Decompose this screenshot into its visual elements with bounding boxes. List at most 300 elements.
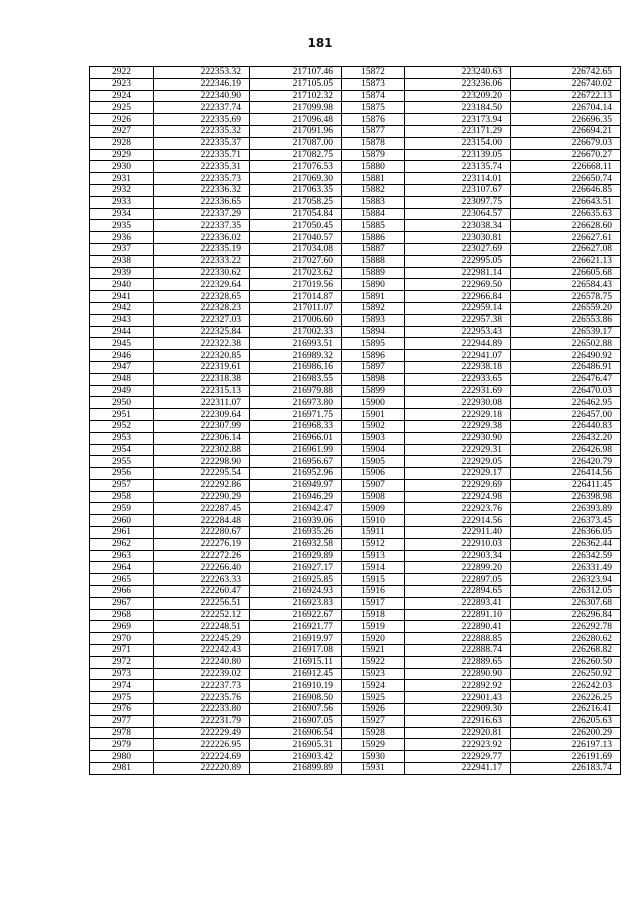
cell-x-coordinate-b: 222893.41 — [405, 597, 511, 609]
cell-x-coordinate-b: 223114.01 — [405, 173, 511, 185]
cell-x-coordinate-a: 222263.33 — [154, 574, 250, 586]
cell-x-coordinate-a: 222224.69 — [154, 751, 250, 763]
table-row — [90, 114, 621, 126]
cell-x-coordinate-a: 222325.84 — [154, 326, 250, 338]
cell-point-id-b: 15916 — [342, 586, 405, 598]
cell-y-coordinate-a: 216939.06 — [250, 515, 342, 527]
cell-x-coordinate-a: 222311.07 — [154, 397, 250, 409]
cell-point-id-b: 15875 — [342, 102, 405, 114]
table-row — [90, 739, 621, 751]
cell-point-id-a: 2941 — [90, 291, 154, 303]
table-row — [90, 715, 621, 727]
cell-point-id-a: 2953 — [90, 432, 154, 444]
cell-point-id-a: 2947 — [90, 361, 154, 373]
table-row — [90, 397, 621, 409]
cell-y-coordinate-a: 216946.29 — [250, 491, 342, 503]
cell-x-coordinate-b: 222910.03 — [405, 538, 511, 550]
cell-x-coordinate-a: 222233.80 — [154, 704, 250, 716]
cell-x-coordinate-a: 222292.86 — [154, 479, 250, 491]
cell-y-coordinate-a: 217050.45 — [250, 220, 342, 232]
cell-point-id-b: 15931 — [342, 763, 405, 775]
table-row — [90, 456, 621, 468]
table-row — [90, 409, 621, 421]
cell-x-coordinate-a: 222337.74 — [154, 102, 250, 114]
cell-point-id-b: 15930 — [342, 751, 405, 763]
cell-y-coordinate-a: 217099.98 — [250, 102, 342, 114]
cell-point-id-b: 15881 — [342, 173, 405, 185]
cell-x-coordinate-a: 222309.64 — [154, 409, 250, 421]
cell-point-id-a: 2956 — [90, 468, 154, 480]
cell-point-id-b: 15907 — [342, 479, 405, 491]
cell-x-coordinate-b: 222944.89 — [405, 338, 511, 350]
table-row — [90, 574, 621, 586]
cell-point-id-a: 2946 — [90, 350, 154, 362]
cell-x-coordinate-b: 222929.18 — [405, 409, 511, 421]
cell-x-coordinate-b: 222930.08 — [405, 397, 511, 409]
cell-x-coordinate-b: 223240.63 — [405, 67, 511, 79]
cell-point-id-a: 2923 — [90, 78, 154, 90]
cell-y-coordinate-b: 226216.41 — [511, 704, 621, 716]
cell-y-coordinate-a: 217023.62 — [250, 267, 342, 279]
cell-x-coordinate-b: 222923.76 — [405, 503, 511, 515]
cell-point-id-b: 15892 — [342, 302, 405, 314]
cell-y-coordinate-a: 217034.08 — [250, 243, 342, 255]
cell-point-id-b: 15884 — [342, 208, 405, 220]
cell-point-id-b: 15925 — [342, 692, 405, 704]
cell-x-coordinate-a: 222272.26 — [154, 550, 250, 562]
cell-y-coordinate-a: 217107.46 — [250, 67, 342, 79]
cell-y-coordinate-b: 226373.45 — [511, 515, 621, 527]
cell-point-id-a: 2959 — [90, 503, 154, 515]
cell-point-id-b: 15879 — [342, 149, 405, 161]
cell-point-id-b: 15913 — [342, 550, 405, 562]
cell-y-coordinate-b: 226650.74 — [511, 173, 621, 185]
cell-point-id-b: 15923 — [342, 668, 405, 680]
cell-point-id-a: 2931 — [90, 173, 154, 185]
cell-y-coordinate-a: 216907.05 — [250, 715, 342, 727]
table-row — [90, 255, 621, 267]
cell-point-id-b: 15917 — [342, 597, 405, 609]
cell-x-coordinate-b: 222911.40 — [405, 527, 511, 539]
cell-x-coordinate-b: 222899.20 — [405, 562, 511, 574]
cell-x-coordinate-b: 222929.05 — [405, 456, 511, 468]
cell-y-coordinate-b: 226635.63 — [511, 208, 621, 220]
cell-point-id-a: 2924 — [90, 90, 154, 102]
cell-y-coordinate-b: 226559.20 — [511, 302, 621, 314]
table-row — [90, 102, 621, 114]
cell-y-coordinate-a: 216908.50 — [250, 692, 342, 704]
cell-x-coordinate-b: 222929.77 — [405, 751, 511, 763]
cell-x-coordinate-b: 222890.90 — [405, 668, 511, 680]
cell-point-id-a: 2936 — [90, 232, 154, 244]
cell-x-coordinate-b: 222897.05 — [405, 574, 511, 586]
cell-point-id-b: 15914 — [342, 562, 405, 574]
page-number: 181 — [307, 36, 333, 50]
cell-y-coordinate-a: 216952.96 — [250, 468, 342, 480]
cell-y-coordinate-a: 217069.30 — [250, 173, 342, 185]
cell-point-id-a: 2943 — [90, 314, 154, 326]
cell-x-coordinate-b: 222953.43 — [405, 326, 511, 338]
cell-x-coordinate-a: 222328.23 — [154, 302, 250, 314]
cell-x-coordinate-a: 222329.64 — [154, 279, 250, 291]
cell-point-id-b: 15888 — [342, 255, 405, 267]
cell-point-id-b: 15897 — [342, 361, 405, 373]
cell-x-coordinate-a: 222220.89 — [154, 763, 250, 775]
cell-point-id-a: 2945 — [90, 338, 154, 350]
coordinates-table — [89, 66, 621, 775]
cell-y-coordinate-b: 226668.11 — [511, 161, 621, 173]
cell-y-coordinate-b: 226621.13 — [511, 255, 621, 267]
cell-y-coordinate-a: 216971.75 — [250, 409, 342, 421]
cell-y-coordinate-b: 226646.85 — [511, 184, 621, 196]
table-row — [90, 704, 621, 716]
cell-point-id-b: 15901 — [342, 409, 405, 421]
cell-y-coordinate-a: 216929.89 — [250, 550, 342, 562]
cell-point-id-a: 2969 — [90, 621, 154, 633]
cell-y-coordinate-a: 216907.56 — [250, 704, 342, 716]
cell-x-coordinate-b: 222969.50 — [405, 279, 511, 291]
cell-point-id-a: 2976 — [90, 704, 154, 716]
cell-point-id-a: 2942 — [90, 302, 154, 314]
cell-x-coordinate-a: 222290.29 — [154, 491, 250, 503]
cell-y-coordinate-b: 226440.83 — [511, 420, 621, 432]
cell-y-coordinate-a: 216912.45 — [250, 668, 342, 680]
table-row — [90, 656, 621, 668]
cell-x-coordinate-a: 222336.02 — [154, 232, 250, 244]
cell-y-coordinate-a: 217027.60 — [250, 255, 342, 267]
cell-point-id-a: 2955 — [90, 456, 154, 468]
cell-y-coordinate-b: 226191.69 — [511, 751, 621, 763]
table-row — [90, 479, 621, 491]
table-row — [90, 550, 621, 562]
cell-y-coordinate-b: 226205.63 — [511, 715, 621, 727]
cell-point-id-b: 15924 — [342, 680, 405, 692]
cell-y-coordinate-b: 226307.68 — [511, 597, 621, 609]
cell-y-coordinate-a: 216915.11 — [250, 656, 342, 668]
cell-y-coordinate-b: 226740.02 — [511, 78, 621, 90]
cell-x-coordinate-a: 222335.32 — [154, 125, 250, 137]
table-row — [90, 302, 621, 314]
cell-x-coordinate-b: 222920.81 — [405, 727, 511, 739]
cell-y-coordinate-b: 226414.56 — [511, 468, 621, 480]
cell-x-coordinate-a: 222318.38 — [154, 373, 250, 385]
cell-point-id-b: 15929 — [342, 739, 405, 751]
cell-x-coordinate-b: 222931.69 — [405, 385, 511, 397]
cell-point-id-a: 2952 — [90, 420, 154, 432]
cell-point-id-b: 15900 — [342, 397, 405, 409]
table-row — [90, 515, 621, 527]
table-row — [90, 680, 621, 692]
cell-point-id-a: 2977 — [90, 715, 154, 727]
cell-x-coordinate-b: 223107.67 — [405, 184, 511, 196]
cell-point-id-a: 2966 — [90, 586, 154, 598]
cell-point-id-a: 2974 — [90, 680, 154, 692]
table-row — [90, 468, 621, 480]
cell-point-id-a: 2928 — [90, 137, 154, 149]
cell-y-coordinate-b: 226296.84 — [511, 609, 621, 621]
cell-point-id-b: 15919 — [342, 621, 405, 633]
cell-point-id-a: 2951 — [90, 409, 154, 421]
cell-y-coordinate-a: 217087.00 — [250, 137, 342, 149]
cell-point-id-a: 2937 — [90, 243, 154, 255]
cell-x-coordinate-a: 222235.76 — [154, 692, 250, 704]
cell-x-coordinate-a: 222328.65 — [154, 291, 250, 303]
cell-point-id-b: 15904 — [342, 444, 405, 456]
cell-x-coordinate-b: 222924.98 — [405, 491, 511, 503]
cell-x-coordinate-b: 222995.05 — [405, 255, 511, 267]
cell-y-coordinate-b: 226268.82 — [511, 645, 621, 657]
cell-point-id-a: 2949 — [90, 385, 154, 397]
cell-point-id-b: 15927 — [342, 715, 405, 727]
cell-x-coordinate-a: 222287.45 — [154, 503, 250, 515]
cell-point-id-b: 15889 — [342, 267, 405, 279]
cell-point-id-a: 2961 — [90, 527, 154, 539]
cell-point-id-a: 2929 — [90, 149, 154, 161]
cell-x-coordinate-b: 222891.10 — [405, 609, 511, 621]
cell-x-coordinate-a: 222284.48 — [154, 515, 250, 527]
cell-x-coordinate-a: 222298.90 — [154, 456, 250, 468]
cell-x-coordinate-b: 222959.14 — [405, 302, 511, 314]
cell-y-coordinate-a: 216956.67 — [250, 456, 342, 468]
table-row — [90, 220, 621, 232]
table-body — [90, 67, 621, 775]
cell-y-coordinate-b: 226679.03 — [511, 137, 621, 149]
table-row — [90, 78, 621, 90]
cell-point-id-b: 15915 — [342, 574, 405, 586]
cell-y-coordinate-b: 226292.78 — [511, 621, 621, 633]
cell-point-id-b: 15926 — [342, 704, 405, 716]
cell-point-id-b: 15928 — [342, 727, 405, 739]
cell-x-coordinate-b: 222981.14 — [405, 267, 511, 279]
cell-x-coordinate-b: 222941.07 — [405, 350, 511, 362]
table-row — [90, 727, 621, 739]
cell-y-coordinate-a: 217082.75 — [250, 149, 342, 161]
cell-point-id-a: 2927 — [90, 125, 154, 137]
cell-x-coordinate-b: 222930.90 — [405, 432, 511, 444]
cell-y-coordinate-a: 217091.96 — [250, 125, 342, 137]
cell-x-coordinate-b: 222933.65 — [405, 373, 511, 385]
cell-point-id-a: 2922 — [90, 67, 154, 79]
cell-point-id-a: 2958 — [90, 491, 154, 503]
cell-y-coordinate-a: 217058.25 — [250, 196, 342, 208]
cell-x-coordinate-a: 222306.14 — [154, 432, 250, 444]
table-row — [90, 338, 621, 350]
cell-x-coordinate-a: 222335.73 — [154, 173, 250, 185]
cell-y-coordinate-a: 216935.26 — [250, 527, 342, 539]
cell-point-id-b: 15887 — [342, 243, 405, 255]
cell-x-coordinate-a: 222245.29 — [154, 633, 250, 645]
cell-x-coordinate-b: 222929.38 — [405, 420, 511, 432]
cell-point-id-b: 15882 — [342, 184, 405, 196]
cell-y-coordinate-b: 226696.35 — [511, 114, 621, 126]
cell-point-id-a: 2932 — [90, 184, 154, 196]
cell-x-coordinate-a: 222346.19 — [154, 78, 250, 90]
cell-point-id-b: 15905 — [342, 456, 405, 468]
cell-x-coordinate-b: 222929.31 — [405, 444, 511, 456]
cell-x-coordinate-b: 222892.92 — [405, 680, 511, 692]
cell-y-coordinate-a: 217014.87 — [250, 291, 342, 303]
cell-y-coordinate-b: 226398.98 — [511, 491, 621, 503]
cell-y-coordinate-a: 216961.99 — [250, 444, 342, 456]
cell-point-id-a: 2979 — [90, 739, 154, 751]
cell-point-id-a: 2948 — [90, 373, 154, 385]
cell-point-id-a: 2978 — [90, 727, 154, 739]
cell-y-coordinate-a: 216921.77 — [250, 621, 342, 633]
cell-point-id-a: 2954 — [90, 444, 154, 456]
cell-point-id-a: 2925 — [90, 102, 154, 114]
cell-x-coordinate-b: 223097.75 — [405, 196, 511, 208]
cell-y-coordinate-b: 226627.08 — [511, 243, 621, 255]
cell-x-coordinate-a: 222248.51 — [154, 621, 250, 633]
cell-y-coordinate-b: 226426.98 — [511, 444, 621, 456]
cell-x-coordinate-b: 222901.43 — [405, 692, 511, 704]
cell-y-coordinate-a: 217002.33 — [250, 326, 342, 338]
cell-x-coordinate-a: 222226.95 — [154, 739, 250, 751]
cell-y-coordinate-b: 226393.89 — [511, 503, 621, 515]
table-row — [90, 503, 621, 515]
cell-point-id-b: 15878 — [342, 137, 405, 149]
cell-x-coordinate-b: 222916.63 — [405, 715, 511, 727]
table-row — [90, 326, 621, 338]
cell-x-coordinate-a: 222242.43 — [154, 645, 250, 657]
cell-y-coordinate-b: 226411.45 — [511, 479, 621, 491]
cell-y-coordinate-a: 216968.33 — [250, 420, 342, 432]
cell-point-id-a: 2971 — [90, 645, 154, 657]
cell-x-coordinate-a: 222252.12 — [154, 609, 250, 621]
cell-x-coordinate-a: 222239.02 — [154, 668, 250, 680]
cell-x-coordinate-b: 222890.41 — [405, 621, 511, 633]
cell-y-coordinate-a: 216917.08 — [250, 645, 342, 657]
cell-y-coordinate-a: 216919.97 — [250, 633, 342, 645]
cell-x-coordinate-a: 222335.71 — [154, 149, 250, 161]
cell-x-coordinate-b: 223184.50 — [405, 102, 511, 114]
table-row — [90, 350, 621, 362]
cell-y-coordinate-a: 216924.93 — [250, 586, 342, 598]
table-row — [90, 645, 621, 657]
table-row — [90, 67, 621, 79]
cell-y-coordinate-b: 226260.50 — [511, 656, 621, 668]
cell-x-coordinate-a: 222327.03 — [154, 314, 250, 326]
cell-point-id-a: 2980 — [90, 751, 154, 763]
cell-point-id-b: 15896 — [342, 350, 405, 362]
cell-y-coordinate-a: 216942.47 — [250, 503, 342, 515]
cell-point-id-b: 15895 — [342, 338, 405, 350]
cell-point-id-a: 2940 — [90, 279, 154, 291]
table-row — [90, 621, 621, 633]
cell-y-coordinate-a: 216979.88 — [250, 385, 342, 397]
cell-y-coordinate-a: 217063.35 — [250, 184, 342, 196]
cell-y-coordinate-b: 226605.68 — [511, 267, 621, 279]
table-row — [90, 267, 621, 279]
table-row — [90, 751, 621, 763]
cell-x-coordinate-a: 222256.51 — [154, 597, 250, 609]
cell-y-coordinate-a: 216910.19 — [250, 680, 342, 692]
cell-x-coordinate-a: 222337.29 — [154, 208, 250, 220]
cell-y-coordinate-b: 226250.92 — [511, 668, 621, 680]
cell-point-id-b: 15893 — [342, 314, 405, 326]
cell-y-coordinate-b: 226242.03 — [511, 680, 621, 692]
cell-x-coordinate-a: 222319.61 — [154, 361, 250, 373]
cell-point-id-b: 15911 — [342, 527, 405, 539]
cell-x-coordinate-a: 222335.19 — [154, 243, 250, 255]
cell-x-coordinate-a: 222307.99 — [154, 420, 250, 432]
cell-y-coordinate-b: 226197.13 — [511, 739, 621, 751]
table-row — [90, 444, 621, 456]
table-row — [90, 90, 621, 102]
cell-y-coordinate-a: 217076.53 — [250, 161, 342, 173]
cell-x-coordinate-b: 223139.05 — [405, 149, 511, 161]
cell-y-coordinate-a: 216993.51 — [250, 338, 342, 350]
cell-y-coordinate-b: 226486.91 — [511, 361, 621, 373]
cell-y-coordinate-a: 216949.97 — [250, 479, 342, 491]
cell-x-coordinate-a: 222302.88 — [154, 444, 250, 456]
cell-y-coordinate-a: 217102.32 — [250, 90, 342, 102]
table-row — [90, 208, 621, 220]
cell-y-coordinate-a: 217040.57 — [250, 232, 342, 244]
cell-x-coordinate-a: 222266.40 — [154, 562, 250, 574]
cell-x-coordinate-b: 223173.94 — [405, 114, 511, 126]
cell-y-coordinate-b: 226553.86 — [511, 314, 621, 326]
cell-y-coordinate-b: 226490.92 — [511, 350, 621, 362]
cell-x-coordinate-b: 222909.30 — [405, 704, 511, 716]
cell-y-coordinate-b: 226628.60 — [511, 220, 621, 232]
cell-x-coordinate-b: 223171.29 — [405, 125, 511, 137]
cell-x-coordinate-b: 222957.38 — [405, 314, 511, 326]
cell-y-coordinate-a: 216927.17 — [250, 562, 342, 574]
cell-y-coordinate-b: 226200.29 — [511, 727, 621, 739]
cell-point-id-b: 15890 — [342, 279, 405, 291]
cell-point-id-b: 15899 — [342, 385, 405, 397]
cell-x-coordinate-b: 223135.74 — [405, 161, 511, 173]
cell-x-coordinate-b: 223027.69 — [405, 243, 511, 255]
cell-x-coordinate-b: 222894.65 — [405, 586, 511, 598]
cell-point-id-b: 15921 — [342, 645, 405, 657]
table-row — [90, 196, 621, 208]
cell-x-coordinate-a: 222333.22 — [154, 255, 250, 267]
cell-y-coordinate-b: 226742.65 — [511, 67, 621, 79]
cell-y-coordinate-a: 216903.42 — [250, 751, 342, 763]
cell-point-id-b: 15906 — [342, 468, 405, 480]
cell-point-id-b: 15880 — [342, 161, 405, 173]
cell-y-coordinate-a: 216983.55 — [250, 373, 342, 385]
cell-x-coordinate-a: 222276.19 — [154, 538, 250, 550]
cell-point-id-a: 2960 — [90, 515, 154, 527]
table-row — [90, 161, 621, 173]
cell-point-id-b: 15886 — [342, 232, 405, 244]
table-row — [90, 538, 621, 550]
cell-point-id-a: 2967 — [90, 597, 154, 609]
cell-x-coordinate-a: 222336.65 — [154, 196, 250, 208]
table-row — [90, 314, 621, 326]
cell-point-id-a: 2957 — [90, 479, 154, 491]
cell-x-coordinate-b: 222903.34 — [405, 550, 511, 562]
cell-point-id-b: 15894 — [342, 326, 405, 338]
table-row — [90, 420, 621, 432]
cell-y-coordinate-b: 226226.25 — [511, 692, 621, 704]
cell-x-coordinate-a: 222335.37 — [154, 137, 250, 149]
cell-point-id-a: 2975 — [90, 692, 154, 704]
cell-point-id-b: 15877 — [342, 125, 405, 137]
cell-y-coordinate-a: 217054.84 — [250, 208, 342, 220]
cell-y-coordinate-a: 216925.85 — [250, 574, 342, 586]
cell-point-id-a: 2933 — [90, 196, 154, 208]
cell-y-coordinate-b: 226470.03 — [511, 385, 621, 397]
cell-x-coordinate-b: 223154.00 — [405, 137, 511, 149]
table-row — [90, 137, 621, 149]
cell-y-coordinate-a: 217006.60 — [250, 314, 342, 326]
table-row — [90, 432, 621, 444]
cell-x-coordinate-b: 222929.69 — [405, 479, 511, 491]
